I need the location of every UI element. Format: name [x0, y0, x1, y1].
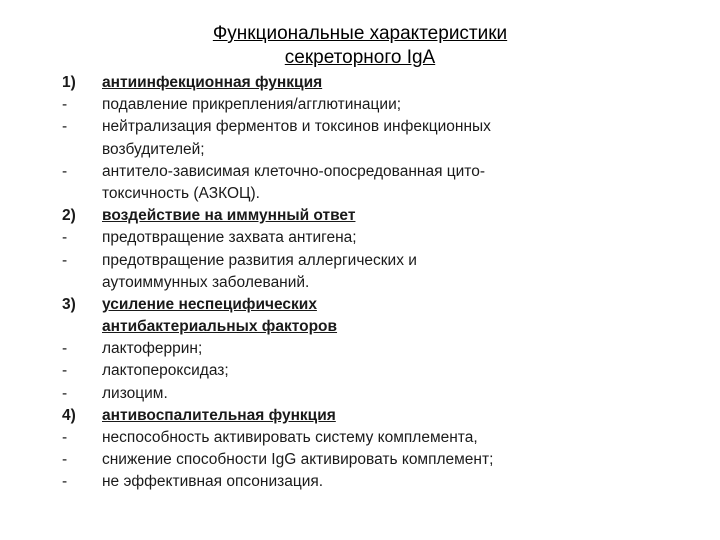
list-item-text: нейтрализация ферментов и токсинов инфекционных [102, 118, 491, 136]
list-item-text: неспособность активировать систему комплемента, [102, 429, 478, 446]
section-4-number: 4) [62, 406, 76, 424]
bullet-marker: - [62, 118, 68, 136]
bullet-marker: - [62, 340, 68, 358]
list-item-continuation [62, 139, 662, 161]
bullet-marker: - [62, 229, 68, 247]
list-item [62, 360, 662, 382]
list-item-text: лизоцим. [102, 384, 168, 402]
list-item-text: подавление прикрепления/агглютинации; [102, 96, 402, 114]
section-2-heading: воздействие на иммунный ответ [102, 207, 356, 225]
list-item [62, 338, 662, 360]
list-item-continuation [62, 183, 662, 205]
list-item-text: антитело-зависимая клеточно-опосредованная цито- [102, 162, 486, 180]
list-item [62, 427, 662, 449]
section-4-heading-row [62, 405, 662, 427]
list-item-text: снижение способности IgG активировать комплемент; [102, 451, 494, 469]
list-item [62, 94, 662, 116]
list-item-text: токсичность (АЗКОЦ). [102, 184, 260, 202]
list-item-text: возбудителей; [102, 140, 205, 158]
bullet-marker: - [62, 362, 68, 380]
bullet-marker: - [62, 473, 68, 491]
list-item [62, 449, 662, 471]
list-item-text: не эффективная опсонизация. [102, 473, 324, 491]
list-item [62, 161, 662, 183]
section-3-heading-row [62, 294, 662, 316]
content-list [62, 72, 662, 494]
list-item-text: предотвращение развития аллергических и [102, 251, 417, 269]
bullet-marker: - [62, 384, 68, 402]
section-1-heading-row [62, 72, 662, 94]
section-3-heading-line-2: антибактериальных факторов [102, 318, 338, 336]
list-item-text: аутоиммунных заболеваний. [102, 273, 310, 291]
list-item [62, 116, 662, 138]
list-item-text: предотвращение захвата антигена; [102, 229, 357, 247]
list-item [62, 227, 662, 249]
section-2-number: 2) [62, 207, 76, 225]
section-1-number: 1) [62, 74, 76, 91]
slide-title [0, 22, 720, 70]
bullet-marker: - [62, 429, 68, 446]
title-line-2: секреторного IgA [284, 47, 436, 68]
bullet-marker: - [62, 451, 68, 469]
list-item-continuation [62, 272, 662, 294]
list-item [62, 471, 662, 493]
list-item [62, 250, 662, 272]
title-line-1: Функциональные характеристики [212, 23, 508, 44]
bullet-marker: - [62, 96, 68, 114]
list-item [62, 383, 662, 405]
section-3-number: 3) [62, 295, 76, 313]
list-item-text: лактопероксидаз; [102, 362, 229, 380]
section-4-heading: антивоспалительная функция [102, 406, 336, 424]
section-3-heading-continuation [62, 316, 662, 338]
section-2-heading-row [62, 205, 662, 227]
bullet-marker: - [62, 162, 68, 180]
bullet-marker: - [62, 251, 68, 269]
section-1-heading: антиинфекционная функция [102, 74, 323, 91]
list-item-text: лактоферрин; [102, 340, 203, 358]
section-3-heading: усиление неспецифических [102, 295, 317, 313]
